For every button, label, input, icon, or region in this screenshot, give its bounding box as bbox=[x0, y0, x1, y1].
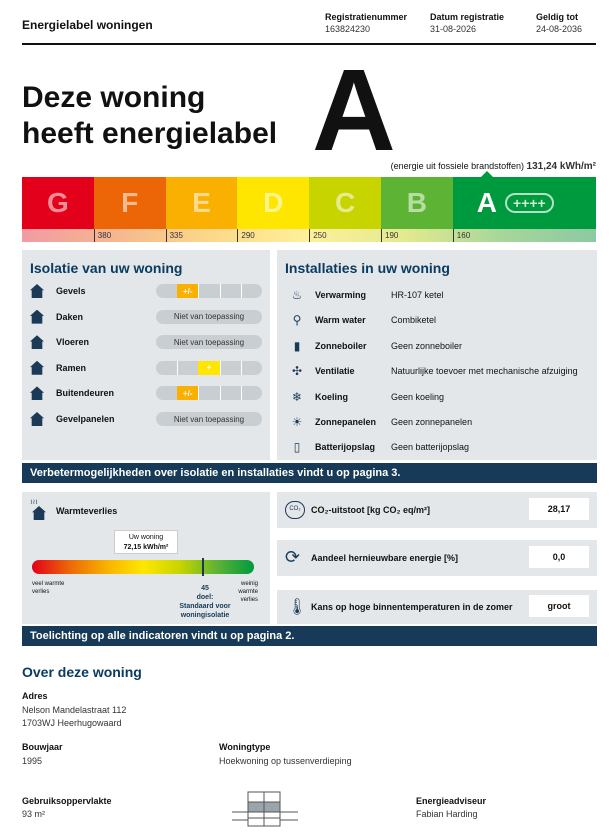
geldig-tot bbox=[536, 12, 582, 34]
installatie-label: Ventilatie bbox=[315, 366, 355, 377]
warmteverlies-gradient-bar bbox=[32, 560, 254, 574]
target-label: doel: bbox=[196, 594, 214, 601]
isolatie-label: Gevels bbox=[56, 286, 86, 296]
isolatie-rating bbox=[156, 386, 262, 400]
isolatie-rating bbox=[156, 412, 262, 426]
energy-label-letter: A bbox=[312, 45, 396, 175]
installatie-value: Geen zonnepanelen bbox=[391, 417, 473, 427]
house-icon bbox=[30, 412, 44, 426]
installatie-label: Verwarming bbox=[315, 290, 367, 300]
isolatie-rating bbox=[156, 361, 262, 375]
toelichting-banner: Toelichting op alle indicatoren vindt u op pagina 2. bbox=[22, 626, 597, 646]
isolatie-row bbox=[30, 335, 89, 349]
isolatie-label: Daken bbox=[56, 311, 84, 322]
installatie-label: Koeling bbox=[315, 391, 348, 402]
scale-class-d bbox=[237, 177, 309, 229]
gebruiksoppervlakte-value: 93 m² bbox=[22, 809, 46, 819]
scale-class-f bbox=[94, 177, 166, 229]
isolatie-value: Niet van toepassing bbox=[173, 337, 245, 347]
target-desc: Standaard voor woningisolatie bbox=[179, 603, 231, 619]
bouwjaar-value: 1995 bbox=[22, 756, 43, 766]
document-title: Energielabel woningen bbox=[22, 18, 153, 32]
adres-label: Adres bbox=[22, 691, 48, 701]
threshold-value: 190 bbox=[381, 229, 398, 242]
geldig-tot-value: 24-08-2036 bbox=[536, 24, 583, 34]
scale-class-a bbox=[453, 177, 596, 229]
co2-value: 28,17 bbox=[529, 498, 589, 520]
installatie-label: Zonneboiler bbox=[315, 340, 367, 351]
indicator-co2 bbox=[277, 492, 597, 528]
installatie-row bbox=[289, 288, 444, 302]
registratienummer-value: 163824230 bbox=[325, 24, 371, 34]
threshold-value: 335 bbox=[166, 229, 183, 242]
woningtype-label: Woningtype bbox=[219, 742, 271, 752]
temperature-label: Kans op hoge binnentemperaturen in de zomer bbox=[311, 602, 513, 612]
target-info bbox=[162, 584, 248, 620]
header-divider bbox=[22, 43, 596, 45]
isolatie-label: Buitendeuren bbox=[56, 388, 115, 399]
bouwjaar-label: Bouwjaar bbox=[22, 742, 63, 752]
scale-class-label: A bbox=[476, 187, 498, 218]
scale-class-b bbox=[381, 177, 453, 229]
renewable-icon: ⟳ bbox=[285, 547, 301, 567]
house-icon bbox=[30, 361, 44, 375]
energieadviseur-label: Energieadviseur bbox=[416, 796, 487, 806]
isolatie-row bbox=[30, 284, 86, 298]
isolatie-row bbox=[30, 386, 114, 400]
isolatie-value: +/- bbox=[177, 284, 198, 298]
warmteverlies-title: Warmteverlies bbox=[56, 506, 118, 516]
datum-registratie bbox=[430, 12, 504, 34]
plus-badge: ++++ bbox=[505, 193, 554, 213]
house-icon bbox=[30, 284, 44, 298]
headline-line1: Deze woning bbox=[22, 81, 206, 114]
isolatie-value: + bbox=[198, 361, 219, 375]
temperature-value: groot bbox=[529, 595, 589, 617]
renewable-label: Aandeel hernieuwbare energie [%] bbox=[311, 553, 459, 563]
gebruiksoppervlakte-label: Gebruiksoppervlakte bbox=[22, 796, 112, 806]
registratienummer bbox=[325, 12, 407, 34]
installatie-value: Geen zonneboiler bbox=[391, 340, 463, 351]
installatie-row bbox=[289, 390, 444, 404]
isolatie-title: Isolatie van uw woning bbox=[30, 260, 183, 276]
about-title: Over deze woning bbox=[22, 664, 142, 680]
isolatie-row bbox=[30, 412, 115, 426]
verbetermogelijkheden-banner: Verbetermogelijkheden over isolatie en installaties vindt u op pagina 3. bbox=[22, 463, 597, 483]
solar-panel-icon: ☀ bbox=[291, 415, 303, 429]
woningtype-value: Hoekwoning op tussenverdieping bbox=[219, 756, 352, 766]
installatie-value: Natuurlijke toevoer met mechanische afzuiging bbox=[391, 366, 578, 377]
scale-class-label: E bbox=[192, 187, 211, 218]
house-icon bbox=[30, 335, 44, 349]
uw-woning-label: Uw woning bbox=[128, 534, 164, 541]
threshold-value: 290 bbox=[237, 229, 254, 242]
headline bbox=[22, 80, 277, 152]
boiler-icon: ▮ bbox=[293, 338, 301, 353]
isolatie-label: Vloeren bbox=[56, 337, 90, 348]
installatie-label: Batterijopslag bbox=[315, 442, 376, 453]
installaties-title: Installaties in uw woning bbox=[285, 260, 450, 276]
target-value: 45 bbox=[201, 585, 209, 592]
battery-icon: ▯ bbox=[293, 440, 301, 455]
threshold-value: 380 bbox=[94, 229, 111, 242]
isolatie-rating bbox=[156, 335, 262, 349]
installatie-row bbox=[289, 313, 436, 327]
scale-class-g bbox=[22, 177, 94, 229]
isolatie-row bbox=[30, 361, 86, 375]
isolatie-rating bbox=[156, 310, 262, 324]
indicator-temperature bbox=[277, 590, 597, 624]
adres-line2: 1703WJ Heerhugowaard bbox=[22, 718, 122, 728]
installatie-value: Geen koeling bbox=[391, 391, 445, 402]
datum-registratie-label: Datum registratie bbox=[430, 12, 505, 22]
co2-label: CO₂-uitstoot [kg CO₂ eq/m²] bbox=[311, 505, 430, 515]
uw-woning-tag bbox=[114, 530, 178, 554]
installatie-row bbox=[289, 364, 578, 378]
isolatie-value: Niet van toepassing bbox=[173, 312, 245, 322]
headline-line2: heeft energielabel bbox=[22, 117, 278, 150]
scale-class-c bbox=[309, 177, 381, 229]
isolatie-value: Niet van toepassing bbox=[173, 414, 245, 424]
warmteverlies-panel bbox=[22, 492, 270, 624]
scale-class-label: D bbox=[263, 187, 284, 218]
house-icon bbox=[30, 386, 44, 400]
installatie-value: HR-107 ketel bbox=[391, 290, 444, 300]
installatie-label: Zonnepanelen bbox=[315, 417, 377, 427]
isolatie-panel bbox=[22, 250, 270, 460]
fan-icon: ✣ bbox=[291, 364, 303, 379]
target-marker bbox=[202, 558, 204, 576]
threshold-value: 160 bbox=[453, 229, 470, 242]
scale-class-label: C bbox=[334, 187, 356, 218]
weinig-warmteverlies-label: weinig warmte verlies bbox=[238, 581, 258, 603]
energy-note-text: (energie uit fossiele brandstoffen) bbox=[390, 161, 524, 171]
energy-note bbox=[391, 160, 596, 173]
uw-woning-value: 72,15 kWh/m² bbox=[123, 544, 169, 551]
house-icon bbox=[32, 506, 46, 520]
isolatie-row bbox=[30, 310, 83, 324]
installatie-label: Warm water bbox=[315, 315, 366, 326]
scale-class-label: B bbox=[406, 187, 428, 218]
renewable-value: 0,0 bbox=[529, 546, 589, 568]
energieadviseur-value: Fabian Harding bbox=[416, 809, 478, 819]
isolatie-rating bbox=[156, 284, 262, 298]
veel-warmteverlies-label: veel warmte verlies bbox=[32, 581, 65, 595]
installatie-row bbox=[289, 339, 462, 353]
flame-icon: ♨ bbox=[291, 288, 303, 302]
tap-icon: ⚲ bbox=[292, 313, 302, 328]
indicator-renewable bbox=[277, 540, 597, 576]
scale-class-label: F bbox=[121, 187, 139, 218]
isolatie-value: +/- bbox=[177, 386, 198, 400]
snowflake-icon: ❄ bbox=[291, 389, 303, 404]
geldig-tot-label: Geldig tot bbox=[536, 12, 578, 22]
installaties-panel bbox=[277, 250, 597, 460]
thermometer-icon: 🌡 bbox=[287, 599, 308, 616]
scale-class-e bbox=[166, 177, 238, 229]
house-icon bbox=[30, 310, 44, 324]
selected-pointer-icon bbox=[481, 171, 493, 177]
installatie-row bbox=[289, 440, 469, 454]
installatie-row bbox=[289, 415, 472, 429]
registratienummer-label: Registratienummer bbox=[325, 12, 408, 22]
installatie-value: Geen batterijopslag bbox=[391, 442, 470, 453]
isolatie-label: Ramen bbox=[56, 362, 87, 373]
heat-waves-icon: ≀≀≀ bbox=[30, 499, 38, 506]
adres-line1: Nelson Mandelastraat 112 bbox=[22, 705, 127, 715]
building-type-icon bbox=[228, 790, 302, 828]
scale-class-label: G bbox=[47, 187, 69, 218]
co2-icon: CO₂ bbox=[285, 501, 305, 519]
installatie-value: Combiketel bbox=[391, 315, 437, 326]
datum-registratie-value: 31-08-2026 bbox=[430, 24, 477, 34]
isolatie-label: Gevelpanelen bbox=[56, 414, 115, 424]
energy-note-value: 131,24 kWh/m² bbox=[526, 161, 596, 172]
threshold-value: 250 bbox=[309, 229, 326, 242]
